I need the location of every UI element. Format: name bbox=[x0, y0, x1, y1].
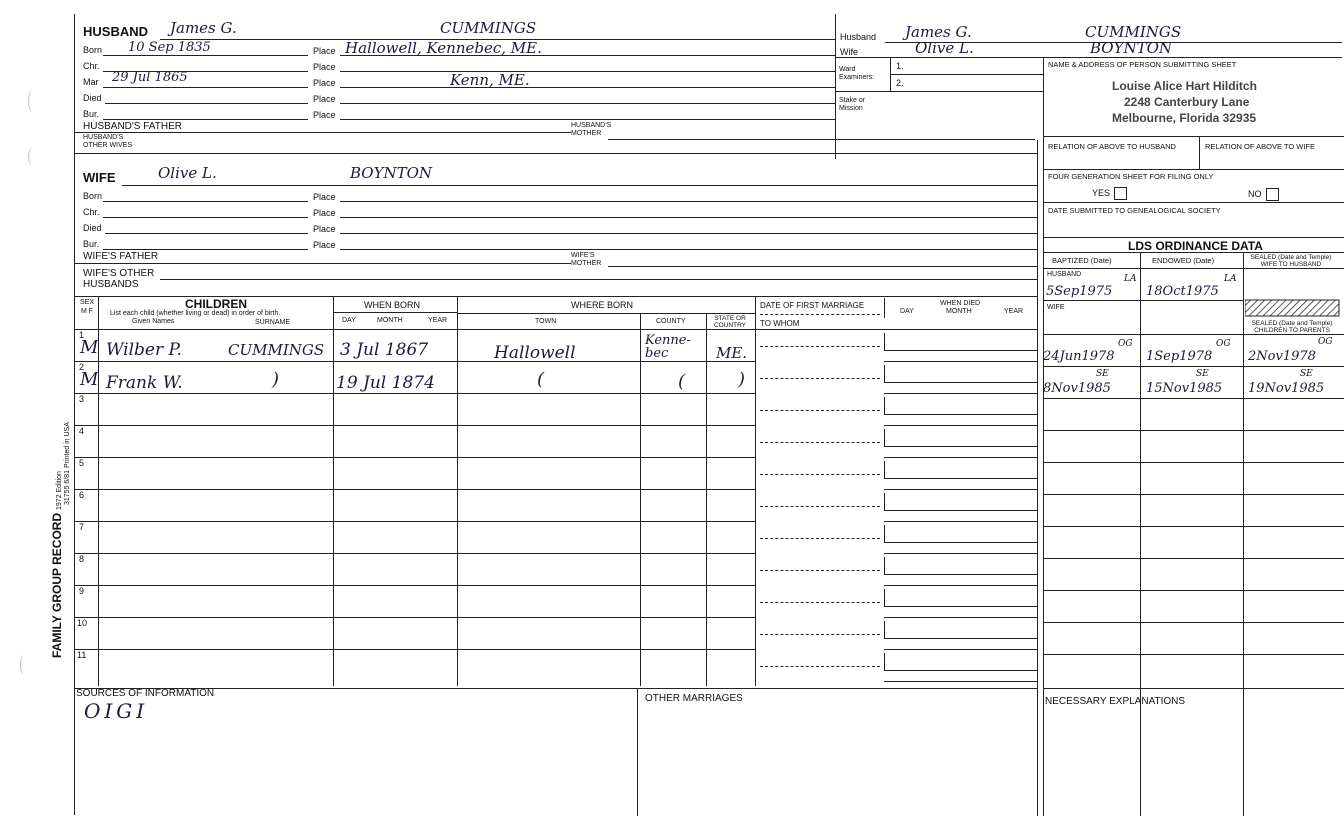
hdr-husband-label: Husband bbox=[840, 32, 877, 42]
four-gen-label: FOUR GENERATION SHEET FOR FILING ONLY bbox=[1048, 172, 1214, 181]
lds-title: LDS ORDINANCE DATA bbox=[1128, 239, 1263, 253]
margin-mark bbox=[20, 655, 29, 675]
husband-mother-label: HUSBAND'S MOTHER bbox=[571, 122, 612, 137]
child-row-line bbox=[74, 649, 755, 650]
husband-bur-place-label: Place bbox=[313, 110, 336, 120]
row-bottom-line bbox=[884, 681, 1037, 682]
died-line bbox=[884, 574, 1037, 575]
side-title: FAMILY GROUP RECORD bbox=[50, 512, 64, 658]
row-bottom-line bbox=[884, 649, 1037, 650]
wife-died-place-label: Place bbox=[313, 224, 336, 234]
row-num: 10 bbox=[77, 618, 88, 628]
husband-mar-place-label: Place bbox=[313, 78, 336, 88]
child1-state: ME. bbox=[716, 344, 748, 362]
row-bottom-line bbox=[884, 361, 1037, 362]
child2-town: ( bbox=[537, 369, 545, 390]
lds-h-endow: 18Oct1975 bbox=[1146, 284, 1219, 299]
child2-county: ( bbox=[678, 371, 686, 392]
died-line bbox=[884, 606, 1037, 607]
marriage-date-line bbox=[760, 666, 880, 667]
husband-given: James G. bbox=[170, 19, 237, 37]
no-checkbox[interactable] bbox=[1266, 188, 1279, 201]
died-day-label: DAY bbox=[900, 308, 914, 315]
frame-right-col bbox=[1037, 140, 1038, 816]
lds-c2-endow: 15Nov1985 bbox=[1146, 381, 1223, 396]
wife-surname: BOYNTON bbox=[350, 164, 433, 182]
child2-state: ) bbox=[738, 369, 746, 390]
died-year-label: YEAR bbox=[1004, 308, 1024, 315]
marriage-date-line bbox=[760, 506, 880, 507]
died-month-label: MONTH bbox=[946, 308, 972, 315]
lds-wife-label: WIFE bbox=[1047, 304, 1065, 311]
child1-surname: CUMMINGS bbox=[228, 341, 325, 359]
lds-c1-sealed-temple: OG bbox=[1318, 337, 1333, 347]
row-bottom-line bbox=[884, 393, 1037, 394]
husband-other-wives-label: HUSBAND'S OTHER WIVES bbox=[83, 134, 133, 149]
wife-chr-label: Chr. bbox=[83, 207, 100, 217]
row-bottom-line bbox=[884, 457, 1037, 458]
husband-died-place-label: Place bbox=[313, 94, 336, 104]
wife-chr-place-label: Place bbox=[313, 208, 336, 218]
died-line bbox=[884, 670, 1037, 671]
died-line bbox=[884, 478, 1037, 479]
lds-endowed: ENDOWED (Date) bbox=[1152, 256, 1215, 265]
husband-mar-place: Kenn, ME. bbox=[450, 71, 530, 89]
no-label: NO bbox=[1248, 188, 1262, 199]
husband-born: 10 Sep 1835 bbox=[128, 40, 211, 55]
husband-born-label: Born bbox=[83, 45, 103, 55]
yes-label: YES bbox=[1092, 187, 1111, 198]
died-line bbox=[884, 542, 1037, 543]
lds-c1-bapt-temple: OG bbox=[1118, 339, 1133, 349]
row-num: 3 bbox=[79, 394, 85, 404]
lds-c2-bapt-temple: SE bbox=[1096, 369, 1109, 379]
child-row-line bbox=[74, 585, 755, 586]
husband-surname: CUMMINGS bbox=[440, 19, 537, 37]
ward-label: Ward Examiners: bbox=[839, 66, 875, 81]
row-bottom-line bbox=[884, 425, 1037, 426]
sources-value: OIGI bbox=[84, 699, 149, 723]
lds-h-bapt-temple: LA bbox=[1124, 274, 1137, 284]
wife-mother-label: WIFE'S MOTHER bbox=[571, 252, 602, 267]
wife-father-label: WIFE'S FATHER bbox=[83, 251, 159, 262]
side-edition: 1972 Edition bbox=[56, 471, 63, 510]
necessary-explanations-label: NECESSARY EXPLANATIONS bbox=[1045, 696, 1186, 707]
children-label: CHILDREN bbox=[185, 297, 247, 311]
born-month-label: MONTH bbox=[377, 317, 403, 324]
lds-c1-endow-temple: OG bbox=[1216, 339, 1231, 349]
child2-sex: M bbox=[80, 369, 99, 390]
wife-label: WIFE bbox=[83, 170, 116, 185]
hdr-wife-label: Wife bbox=[840, 47, 858, 57]
child-row-line bbox=[74, 553, 755, 554]
marriage-date-line bbox=[760, 538, 880, 539]
where-born-label: WHERE BORN bbox=[571, 300, 634, 310]
child1-name: Wilber P. bbox=[106, 340, 182, 360]
lds-c1-bapt: 24Jun1978 bbox=[1043, 349, 1115, 364]
marriage-date-line bbox=[760, 410, 880, 411]
husband-born-place: Hallowell, Kennebec, ME. bbox=[345, 39, 542, 57]
hdr-wife-surname: BOYNTON bbox=[1090, 39, 1173, 57]
died-divider bbox=[884, 493, 885, 510]
marriage-date-line bbox=[760, 346, 880, 347]
submitter-street: 2248 Canterbury Lane bbox=[1124, 95, 1250, 109]
lds-c2-bapt: 8Nov1985 bbox=[1043, 381, 1111, 396]
died-divider bbox=[884, 525, 885, 542]
died-divider bbox=[884, 557, 885, 574]
wife-given: Olive L. bbox=[158, 164, 217, 182]
row-num: 9 bbox=[79, 586, 85, 596]
state-label: STATE OR COUNTRY bbox=[713, 315, 747, 329]
child-row-line bbox=[74, 393, 755, 394]
submitter-city: Melbourne, Florida 32935 bbox=[1112, 111, 1257, 125]
submitter-name: Louise Alice Hart Hilditch bbox=[1112, 79, 1257, 93]
margin-mark bbox=[28, 90, 37, 112]
row-bottom-line bbox=[884, 553, 1037, 554]
died-line bbox=[884, 510, 1037, 511]
county-label: COUNTY bbox=[656, 318, 686, 325]
husband-label: HUSBAND bbox=[83, 24, 148, 39]
row-num: 8 bbox=[79, 554, 85, 564]
husband-born-place-label: Place bbox=[313, 46, 336, 56]
row-num: 7 bbox=[79, 522, 85, 532]
died-line bbox=[884, 350, 1037, 351]
yes-option[interactable] bbox=[1092, 187, 1127, 200]
hdr-husband-surname: CUMMINGS bbox=[1085, 23, 1182, 41]
hdr-husband-name: James G. bbox=[905, 23, 972, 41]
margin-mark bbox=[28, 148, 37, 166]
child1-town: Hallowell bbox=[494, 343, 576, 363]
ward-2: 2. bbox=[896, 78, 904, 88]
child2-name: Frank W. bbox=[106, 373, 183, 393]
frame-left bbox=[74, 14, 75, 815]
row-num: 4 bbox=[79, 426, 85, 436]
submitter-label: NAME & ADDRESS OF PERSON SUBMITTING SHEET bbox=[1048, 60, 1237, 69]
child-row-line bbox=[74, 521, 755, 522]
child-row-line bbox=[74, 361, 755, 362]
submitter-col-left bbox=[1043, 58, 1044, 816]
lds-c2-sealed-temple: SE bbox=[1300, 369, 1313, 379]
hdr-wife-name: Olive L. bbox=[915, 39, 974, 57]
died-divider bbox=[884, 461, 885, 478]
lds-c2-sealed: 19Nov1985 bbox=[1248, 381, 1325, 396]
rel-wife-label: RELATION OF ABOVE TO WIFE bbox=[1205, 142, 1316, 151]
row-num: 5 bbox=[79, 458, 85, 468]
lds-c1-endow: 1Sep1978 bbox=[1146, 349, 1213, 364]
child1-county: Kenne-bec bbox=[645, 333, 691, 361]
other-marriages-label: OTHER MARRIAGES bbox=[645, 693, 743, 704]
date-submitted-label: DATE SUBMITTED TO GENEALOGICAL SOCIETY bbox=[1048, 206, 1221, 215]
marriage-date-line bbox=[760, 570, 880, 571]
stake-label: Stake or Mission bbox=[839, 97, 866, 112]
town-label: TOWN bbox=[535, 318, 557, 325]
first-marriage-label: DATE OF FIRST MARRIAGE bbox=[760, 301, 865, 310]
lds-sealed-children: SEALED (Date and Temple) CHILDREN TO PARENTS bbox=[1251, 320, 1333, 334]
surname-label: SURNAME bbox=[255, 319, 291, 326]
wife-born-label: Born bbox=[83, 191, 103, 201]
lds-husband-label: HUSBAND bbox=[1047, 271, 1082, 278]
given-names-label: Given Names bbox=[132, 318, 175, 325]
sex-label: SEX M F bbox=[79, 299, 94, 315]
row-bottom-line bbox=[884, 585, 1037, 586]
born-year-label: YEAR bbox=[428, 317, 448, 324]
row-num: 11 bbox=[77, 650, 87, 660]
died-divider bbox=[884, 429, 885, 446]
yes-checkbox[interactable] bbox=[1114, 187, 1127, 200]
died-divider bbox=[884, 397, 885, 414]
sealed-hatch-icon bbox=[1245, 298, 1341, 318]
died-divider bbox=[884, 333, 885, 350]
rel-husband-label: RELATION OF ABOVE TO HUSBAND bbox=[1048, 142, 1176, 151]
child-row-line bbox=[74, 617, 755, 618]
marriage-date-line bbox=[760, 442, 880, 443]
when-born-label: WHEN BORN bbox=[364, 300, 420, 310]
marriage-date-line bbox=[760, 634, 880, 635]
to-whom-label: TO WHOM bbox=[760, 319, 800, 328]
lds-h-endow-temple: LA bbox=[1224, 274, 1237, 284]
child1-born: 3 Jul 1867 bbox=[340, 340, 429, 360]
died-divider bbox=[884, 365, 885, 382]
child-row-line bbox=[74, 489, 755, 490]
lds-h-bapt: 5Sep1975 bbox=[1046, 284, 1113, 299]
lds-c1-sealed: 2Nov1978 bbox=[1248, 349, 1316, 364]
husband-died-label: Died bbox=[83, 93, 102, 103]
child-row-line bbox=[74, 457, 755, 458]
born-day-label: DAY bbox=[342, 317, 356, 324]
husband-chr-place-label: Place bbox=[313, 62, 336, 72]
husband-father-label: HUSBAND'S FATHER bbox=[83, 121, 182, 132]
side-code: 31755 6/81 Printed in USA bbox=[64, 422, 71, 505]
died-divider bbox=[884, 589, 885, 606]
row-bottom-line bbox=[884, 489, 1037, 490]
husband-bur-label: Bur. bbox=[83, 109, 100, 119]
wife-died-label: Died bbox=[83, 223, 102, 233]
died-line bbox=[884, 446, 1037, 447]
wife-other-husbands-label: WIFE'S OTHER HUSBANDS bbox=[83, 268, 155, 290]
marriage-date-line bbox=[760, 474, 880, 475]
lds-sealed-wife: SEALED (Date and Temple) WIFE TO HUSBAND bbox=[1250, 254, 1332, 268]
row-num: 1 bbox=[79, 330, 85, 340]
child-row-line bbox=[74, 425, 755, 426]
no-option[interactable] bbox=[1248, 188, 1279, 201]
child1-sex: M bbox=[80, 337, 99, 358]
when-died-label: WHEN DIED bbox=[940, 300, 981, 307]
child2-born: 19 Jul 1874 bbox=[336, 373, 435, 393]
died-divider bbox=[884, 621, 885, 638]
died-line bbox=[884, 414, 1037, 415]
husband-mar-label: Mar bbox=[83, 77, 99, 87]
lds-c2-endow-temple: SE bbox=[1196, 369, 1209, 379]
children-sub: List each child (whether living or dead) in order of birth. bbox=[110, 310, 281, 317]
marriage-date-line bbox=[760, 602, 880, 603]
lds-baptized: BAPTIZED (Date) bbox=[1052, 256, 1112, 265]
husband-chr-label: Chr. bbox=[83, 61, 100, 71]
ward-1: 1. bbox=[896, 61, 904, 71]
child2-surname: ) bbox=[272, 369, 280, 390]
wife-bur-label: Bur. bbox=[83, 239, 100, 249]
died-divider bbox=[884, 653, 885, 670]
husband-mar: 29 Jul 1865 bbox=[112, 70, 188, 85]
row-bottom-line bbox=[884, 521, 1037, 522]
died-line bbox=[884, 638, 1037, 639]
died-line bbox=[884, 382, 1037, 383]
sources-label: SOURCES OF INFORMATION bbox=[76, 688, 215, 699]
wife-bur-place-label: Place bbox=[313, 240, 336, 250]
row-num: 6 bbox=[79, 490, 85, 500]
marriage-date-line bbox=[760, 378, 880, 379]
wife-born-place-label: Place bbox=[313, 192, 336, 202]
row-num: 2 bbox=[79, 362, 85, 372]
frame-center bbox=[835, 14, 836, 159]
row-bottom-line bbox=[884, 617, 1037, 618]
